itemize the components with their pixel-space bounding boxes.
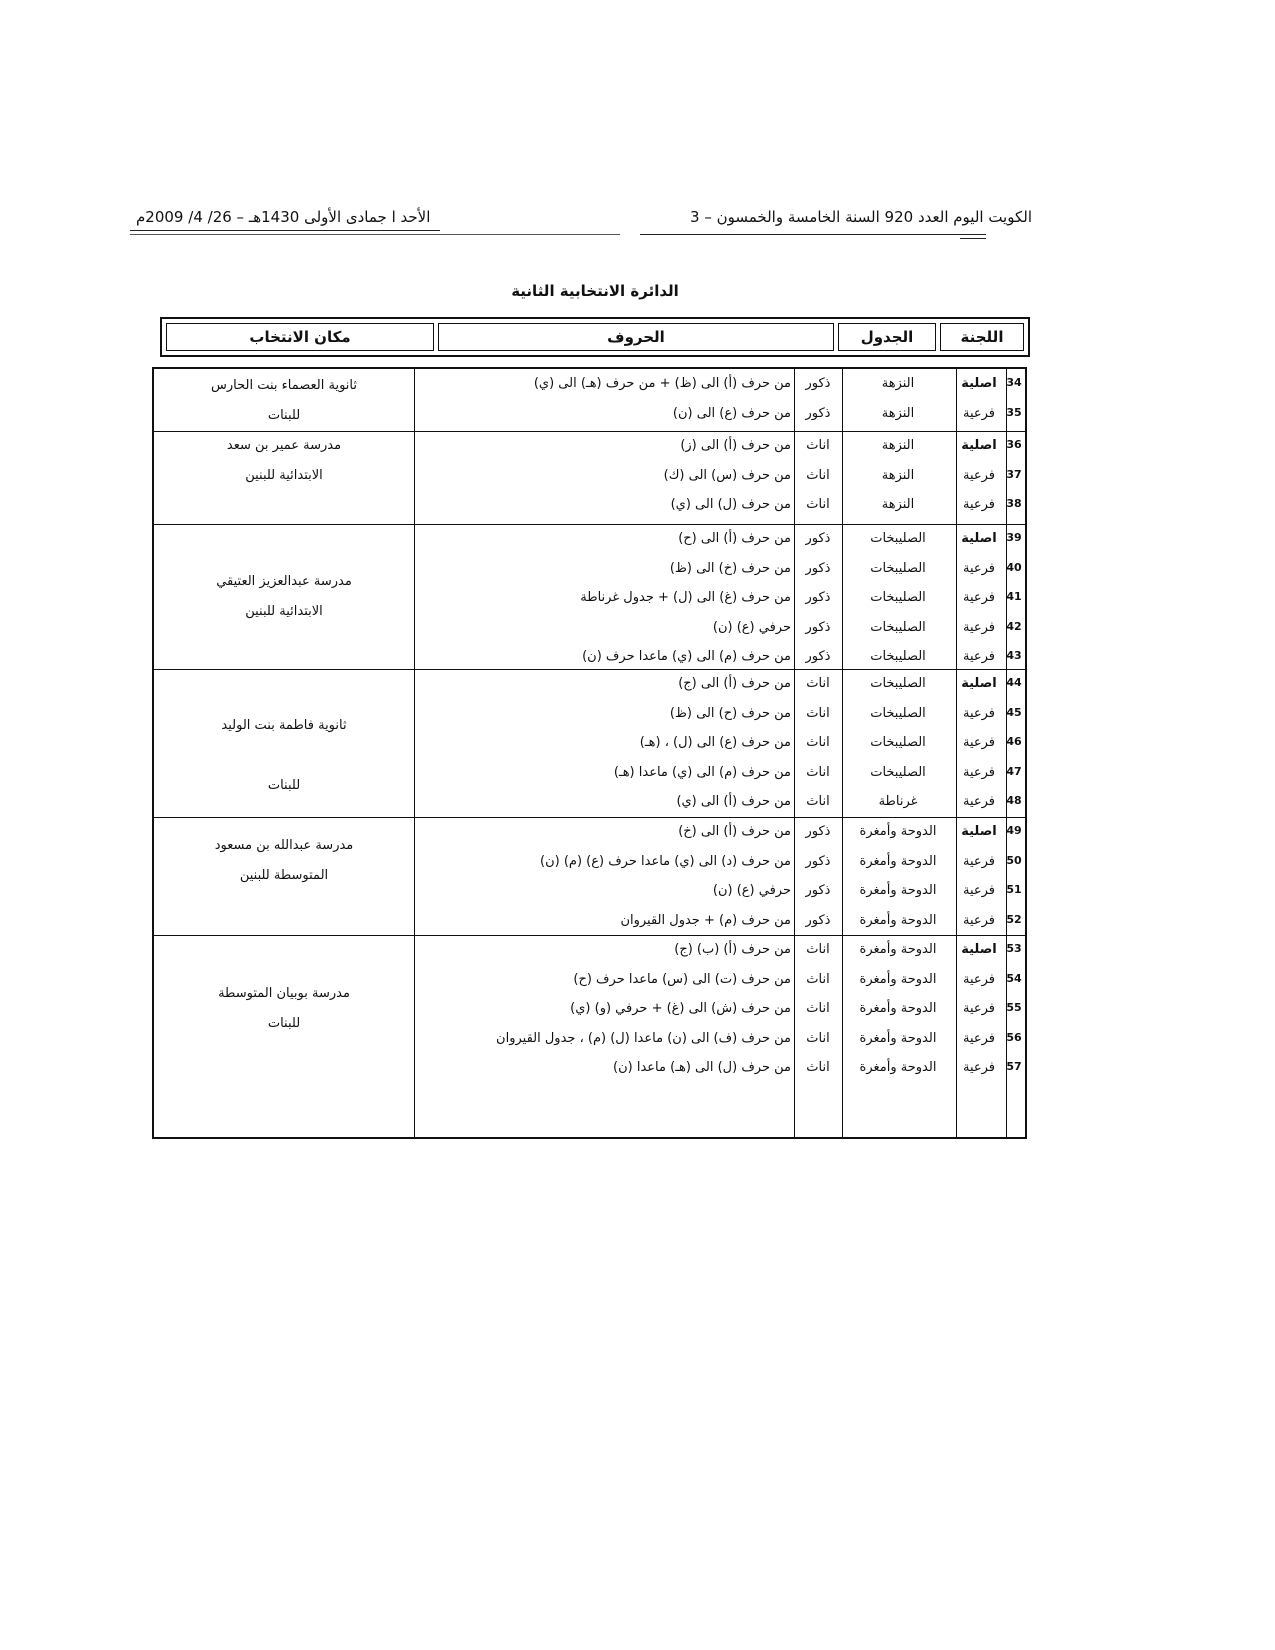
gender: ذكور [805,649,831,664]
gender: ذكور [805,376,831,391]
committee-number: 48 [1006,794,1022,807]
gender: اناث [806,676,830,691]
header-committee: اللجنة [940,323,1024,351]
letters-range: من حرف (ل) الى (هـ) ماعدا (ن) [613,1060,791,1075]
gender: ذكور [805,590,831,605]
committee-type: اصلية [961,942,997,957]
voter-table: النزهة [881,467,915,483]
gender: اناث [806,942,830,957]
committee-number: 43 [1006,649,1022,662]
place-name: مدرسة عمير بن سعد [226,438,342,453]
gender: اناث [806,735,830,750]
header-rule-left [130,230,440,231]
gender: ذكور [805,405,831,421]
letters-range: من حرف (ع) الى (ل) ، (هـ) [639,735,791,750]
voter-table: الصليبخات [870,560,926,576]
gender: ذكور [805,619,831,635]
committee-type: فرعية [962,912,996,928]
place-name: ثانوية العصماء بنت الحارس [211,378,357,393]
voter-table: الدوحة وأمغرة [859,971,937,987]
header-table: الجدول [838,323,936,351]
committee-type: فرعية [962,1060,996,1075]
letters-range: من حرف (أ) الى (خ) [678,824,791,839]
committee-type: فرعية [962,1001,996,1016]
committee-number: 36 [1006,438,1022,451]
place-type: الابتدائية للبنين [245,604,323,619]
table-row [154,670,1025,701]
letters-range: حرفي (ع) (ن) [712,619,791,635]
voter-table: الصليبخات [870,764,926,780]
committee-number: 40 [1006,560,1022,574]
header-rule-right [640,234,986,235]
voter-table: الدوحة وأمغرة [859,853,937,869]
header-letters: الحروف [438,323,834,351]
place-type: للبنات [267,408,301,423]
gender: اناث [806,971,830,987]
voter-table: الدوحة وأمغرة [859,1001,937,1016]
gender: اناث [806,467,830,483]
committee-number: 35 [1006,405,1022,419]
place-group-3 [156,567,412,627]
letters-range: من حرف (م) + جدول القيروان [620,912,791,928]
voter-table: الصليبخات [870,619,926,635]
committee-type: فرعية [962,764,996,780]
table-row [154,1054,1025,1085]
gender: ذكور [805,853,831,869]
place-group-6 [156,979,412,1039]
committee-type: اصلية [961,438,997,453]
gender: ذكور [805,560,831,576]
committee-type: فرعية [962,649,996,664]
table-row [154,936,1025,967]
committee-type: فرعية [962,560,996,576]
gender: ذكور [805,912,831,928]
place-type: الابتدائية للبنين [245,468,323,483]
committee-number: 50 [1006,853,1022,867]
letters-range: من حرف (م) الى (ي) ماعدا حرف (ن) [582,649,791,664]
place-group-5 [156,831,412,891]
voter-table: النزهة [881,376,915,391]
gender: اناث [806,705,830,721]
gender: اناث [806,794,830,809]
letters-range: من حرف (ل) الى (ي) [670,497,791,512]
voter-table: الصليبخات [870,590,926,605]
letters-range: من حرف (ت) الى (س) ماعدا حرف (ح) [573,971,791,987]
header-place: مكان الانتخاب [166,323,434,351]
gender: اناث [806,1060,830,1075]
gender: ذكور [805,824,831,839]
gender: اناث [806,497,830,512]
voter-table: النزهة [881,438,915,453]
committee-type: اصلية [961,531,997,546]
letters-range: من حرف (أ) الى (ي) [676,794,791,809]
committee-number: 39 [1006,531,1022,544]
committee-type: فرعية [962,497,996,512]
voter-table: الصليبخات [870,676,926,691]
place-name: مدرسة عبدالله بن مسعود [214,838,354,853]
place-name: مدرسة بوبيان المتوسطة [218,986,350,1001]
gender: اناث [806,438,830,453]
voter-table: الصليبخات [870,735,926,750]
letters-range: من حرف (م) الى (ي) ماعدا (هـ) [613,764,791,780]
voter-table: النزهة [881,405,915,421]
gender: اناث [806,1001,830,1016]
table-row [154,907,1025,938]
gender: اناث [806,764,830,780]
place-group-2 [156,431,412,491]
place-group-4 [156,711,412,801]
committee-number: 51 [1006,883,1022,896]
committees-table [152,367,1027,1139]
letters-range: من حرف (خ) الى (ظ) [669,560,791,576]
gender: اناث [806,1030,830,1046]
table-row [154,491,1025,522]
voter-table: الدوحة وأمغرة [859,1030,937,1046]
letters-range: من حرف (ع) الى (ن) [672,405,791,421]
committee-type: فرعية [962,735,996,750]
place-group-1 [156,371,412,431]
letters-range: من حرف (ح) الى (ظ) [669,705,791,721]
voter-table: الصليبخات [870,649,926,664]
table-header [160,317,1030,357]
place-type: للبنات [267,1016,301,1031]
committee-number: 44 [1006,676,1022,689]
committee-type: فرعية [962,405,996,421]
committee-number: 57 [1006,1060,1022,1073]
voter-table: النزهة [881,497,915,512]
letters-range: من حرف (س) الى (ك) [663,467,791,483]
committee-number: 54 [1006,971,1022,985]
committee-number: 53 [1006,942,1022,955]
voter-table: الدوحة وأمغرة [859,942,937,957]
committee-number: 55 [1006,1001,1022,1014]
place-name: ثانوية فاطمة بنت الوليد [221,718,347,733]
page-title: الدائرة الانتخابية الثانية [511,282,679,300]
voter-table: الدوحة وأمغرة [859,912,937,928]
committee-number: 52 [1006,912,1022,926]
letters-range: من حرف (أ) الى (ج) [678,676,791,691]
committee-number: 42 [1006,619,1022,633]
committee-type: فرعية [962,619,996,635]
committee-type: فرعية [962,590,996,605]
voter-table: الدوحة وأمغرة [859,824,937,839]
committee-type: فرعية [962,467,996,483]
committee-number: 46 [1006,735,1022,748]
letters-range: من حرف (ش) الى (غ) + حرفي (و) (ي) [570,1001,791,1016]
voter-table: الصليبخات [870,531,926,546]
letters-range: من حرف (غ) الى (ل) + جدول غرناطة [580,590,791,605]
committee-type: فرعية [962,883,996,898]
committee-type: فرعية [962,794,996,809]
committee-number: 49 [1006,824,1022,837]
committee-number: 37 [1006,467,1022,481]
letters-range: من حرف (أ) الى (ح) [678,531,791,546]
letters-range: من حرف (ف) الى (ن) ماعدا (ل) (م) ، جدول القيروان [496,1030,791,1046]
gender: ذكور [805,531,831,546]
voter-table: غرناطة [878,794,918,809]
letters-range: من حرف (أ) الى (ز) [680,438,791,453]
voter-table: الدوحة وأمغرة [859,883,937,898]
committee-type: اصلية [961,376,997,391]
gazette-header [136,208,1032,230]
gender: ذكور [805,883,831,898]
table-row [154,525,1025,556]
committee-number: 38 [1006,497,1022,510]
committee-type: فرعية [962,1030,996,1046]
voter-table: الصليبخات [870,705,926,721]
committee-type: فرعية [962,971,996,987]
letters-range: من حرف (أ) الى (ظ) + من حرف (هـ) الى (ي) [533,376,791,391]
committee-type: اصلية [961,676,997,691]
committee-type: فرعية [962,853,996,869]
committee-number: 45 [1006,705,1022,719]
header-rule-right-2 [960,238,986,239]
letters-range: حرفي (ع) (ن) [712,883,791,898]
place-name: مدرسة عبدالعزيز العتيقي [216,574,352,589]
committee-number: 34 [1006,376,1022,389]
committee-type: فرعية [962,705,996,721]
gazette-date: الأحد ا جمادى الأولى 1430هـ – 26/ 4/ 2009م [136,208,431,226]
committee-type: اصلية [961,824,997,839]
voter-table: الدوحة وأمغرة [859,1060,937,1075]
committee-number: 56 [1006,1030,1022,1044]
committee-number: 41 [1006,590,1022,603]
committee-number: 47 [1006,764,1022,778]
letters-range: من حرف (د) الى (ي) ماعدا حرف (ع) (م) (ن) [540,853,791,869]
gazette-issue: الكويت اليوم العدد 920 السنة الخامسة والخمسون – 3 [690,208,1032,226]
header-rule-mid [130,234,620,235]
letters-range: من حرف (أ) (ب) (ج) [674,942,791,957]
place-type: للبنات [267,778,301,793]
place-type: المتوسطة للبنين [239,868,329,883]
